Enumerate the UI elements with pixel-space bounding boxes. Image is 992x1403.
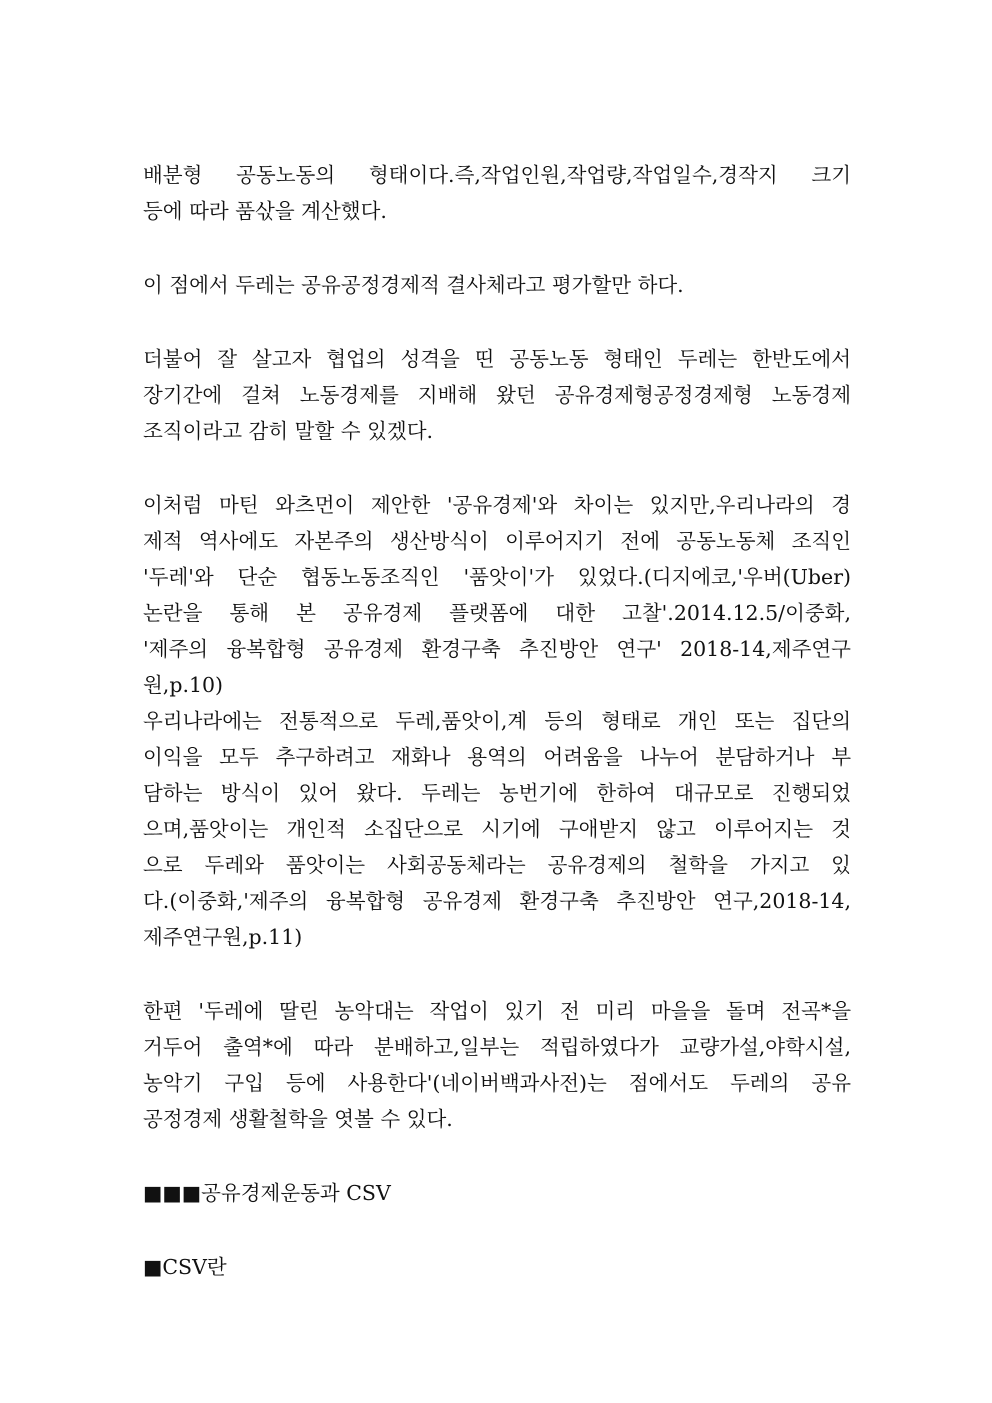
text-line: 원,p.10) <box>143 673 224 697</box>
text-line: 배분형 공동노동의 형태이다.즉,작업인원,작업량,작업일수,경작지 크기 <box>143 163 851 187</box>
text-line: 담하는 방식이 있어 왔다. 두레는 농번기에 한하여 대규모로 진행되었 <box>143 781 851 805</box>
text-line: 으로 두레와 품앗이는 사회공동체라는 공유경제의 철학을 가지고 있 <box>143 853 851 877</box>
text-line: 한편 '두레에 딸린 농악대는 작업이 있기 전 미리 마을을 돌며 전곡*을 <box>143 999 851 1023</box>
paragraph-4 <box>143 487 851 955</box>
paragraph-5 <box>143 993 851 1137</box>
text-line: 우리나라에는 전통적으로 두레,품앗이,계 등의 형태로 개인 또는 집단의 <box>143 709 851 733</box>
text-line: 농악기 구입 등에 사용한다'(네이버백과사전)는 점에서도 두레의 공유 <box>143 1071 851 1095</box>
text-line: 다.(이중화,'제주의 융복합형 공유경제 환경구축 추진방안 연구,2018-14, <box>143 889 851 913</box>
text-line: 제적 역사에도 자본주의 생산방식이 이루어지기 전에 공동노동체 조직인 <box>143 529 851 553</box>
document-page <box>143 157 851 1285</box>
text-line: 거두어 출역*에 따라 분배하고,일부는 적립하였다가 교량가설,야학시설, <box>143 1035 851 1059</box>
paragraph-2 <box>143 267 851 303</box>
text-line: 제주연구원,p.11) <box>143 925 303 949</box>
text-line: 이 점에서 두레는 공유공정경제적 결사체라고 평가할만 하다. <box>143 273 684 297</box>
section-heading: ■■■공유경제운동과 CSV <box>143 1181 391 1205</box>
paragraph-3 <box>143 341 851 449</box>
text-line: 으며,품앗이는 개인적 소집단으로 시기에 구애받지 않고 이루어지는 것 <box>143 817 851 841</box>
text-line: 공정경제 생활철학을 엿볼 수 있다. <box>143 1107 453 1131</box>
text-line: 이처럼 마틴 와츠먼이 제안한 '공유경제'와 차이는 있지만,우리나라의 경 <box>143 493 851 517</box>
text-line: 더불어 잘 살고자 협업의 성격을 띤 공동노동 형태인 두레는 한반도에서 <box>143 347 851 371</box>
text-line: '제주의 융복합형 공유경제 환경구축 추진방안 연구' 2018-14,제주연구 <box>143 637 851 661</box>
paragraph-1 <box>143 157 851 229</box>
text-line: 조직이라고 감히 말할 수 있겠다. <box>143 419 434 443</box>
text-line: 등에 따라 품삯을 계산했다. <box>143 199 387 223</box>
text-line: '두레'와 단순 협동노동조직인 '품앗이'가 있었다.(디지에코,'우버(Uber) <box>143 565 851 589</box>
sub-heading: ■CSV란 <box>143 1255 227 1279</box>
text-line: 이익을 모두 추구하려고 재화나 용역의 어려움을 나누어 분담하거나 부 <box>143 745 851 769</box>
text-line: 장기간에 걸쳐 노동경제를 지배해 왔던 공유경제형공정경제형 노동경제 <box>143 383 851 407</box>
text-line: 논란을 통해 본 공유경제 플랫폼에 대한 고찰'.2014.12.5/이중화, <box>143 601 851 625</box>
